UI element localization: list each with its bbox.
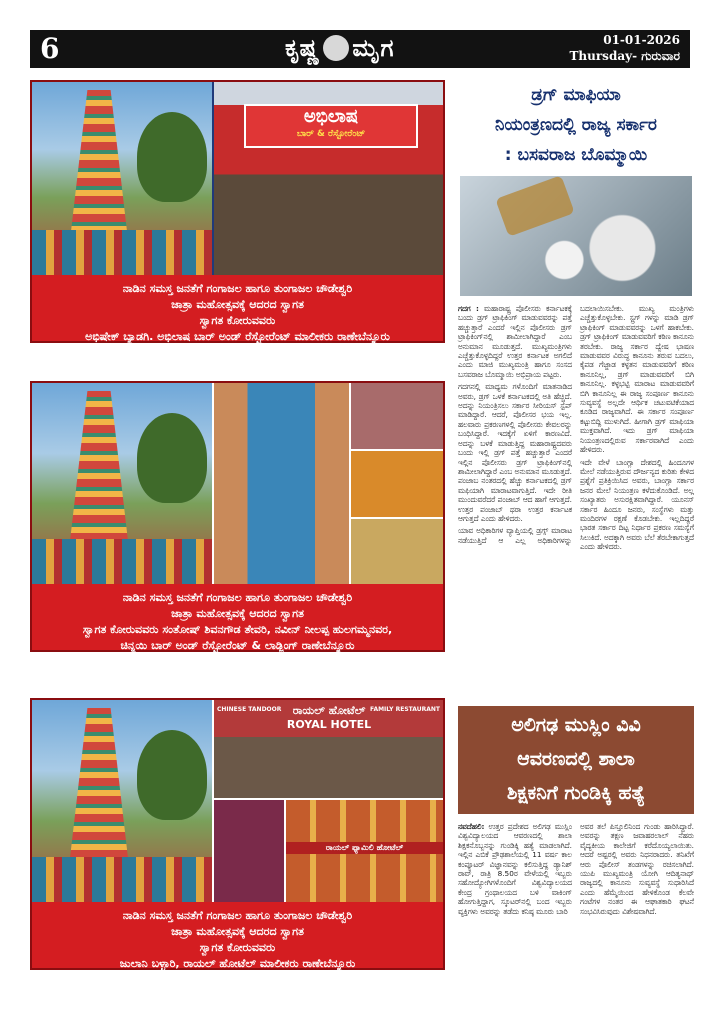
ad-image-row [32, 82, 443, 275]
hotel-sign-en: ROYAL HOTEL [286, 718, 372, 731]
hotel-left-tag: CHINESE TANDOOR [217, 706, 282, 713]
ad-caption [32, 902, 443, 968]
lodge-building-photo [214, 383, 349, 584]
hotel-sign-kn: ರಾಯಲ್ ಹೋಟೆಲ್ [292, 704, 366, 717]
story1-headline [458, 80, 694, 172]
ad-caption [32, 275, 443, 341]
dateline: ಗದಗ : [458, 304, 479, 313]
masthead-right: ಮೃಗ [352, 34, 395, 62]
caption-line: ಜಾತ್ರಾ ಮಹೋತ್ಸವಕ್ಕೆ ಆದರದ ಸ್ವಾಗತ [171, 298, 304, 311]
paragraph: ಗದಗನಲ್ಲಿ ಮಾಧ್ಯಮ ಗಳೊಂದಿಗೆ ಮಾತನಾಡಿದ ಅವರು, ಡ್ರಗ್ ಒಳಕೆ ಕರ್ನಾಟಕದಲ್ಲಿ ಅತಿ ಹೆಚ್ಚಿದೆ. ಅದನ್ನು ನಿಯಂತ್ರಿಸಲು ಸರ್ಕಾರ ಸೀರಿಯಸ್ ಸ್ಟೆಪ್ ಮಾಡಿದ್ದಾರೆ. ಆದರೆ, ಪೊಲೀಸರ ಭಯ ಇಲ್ಲ. ಹಲವಾರು ಪ್ರಕರಣಗಳಲ್ಲಿ ಪೊಲೀಸರು ಕೇವಲರನ್ನು ಬಂಧಿಸಿದ್ದಾರೆ. ಇದಕ್ಕೆಗೆ ಏಳಿಗೆ ಕಾರಣವಿದೆ. ಅದನ್ನು ಬಳಕೆ ಮಾಡುತ್ತಿದ್ದ ಮಹಾರಾಷ್ಟ್ರದವರು ಬಂದು ಇಲ್ಲಿ ಡ್ರಗ್ ಪತ್ತೆ ಹಚ್ಚುತ್ತಾರೆ ಎಂದರೆ ಇಲ್ಲಿನ ಪೊಲೀಸರು ಡ್ರಗ್ ಟ್ರಾಫಿಕಿಂಗ್‌ನಲ್ಲಿ ಶಾಮೀಲಾಗಿದ್ದಾರೆ ಎಂಬ ಅನುಮಾನ ಮೂಡುತ್ತದೆ. ಪಂಜಾಬ ನಂತರದಲ್ಲಿ ಹೆಚ್ಚು ಕರ್ನಾಟಕದಲ್ಲಿ ಡ್ರಗ್ ಮಫಿಯಾಗಿ ಮಾರಾಟವಾಗುತ್ತಿದೆ. ಇದೇ ರೀತಿ ಮುಂದುವರೆದರೆ ಪಂಜಾಬ್ ಆದ ಹಾಗೆ ಆಗುತ್ತದೆ. ಉತ್ತರ ಪಂಜಾಬ್ ಥರಾ ಉತ್ತರ ಕರ್ನಾಟಕ ಆಗುತ್ತದೆ ಎಂದು ಹೇಳಿದರು. [458, 382, 573, 523]
issue-date: 01-01-2026 [603, 33, 680, 47]
pills-photo [460, 176, 692, 296]
signboard-subtitle: ಬಾರ್ & ರೆಸ್ಟೋರೆಂಟ್ [296, 129, 366, 139]
headline-line: : ಬಸವರಾಜ ಬೊಮ್ಮಾಯಿ [504, 145, 648, 165]
bar-photo [214, 82, 443, 275]
caption-line: ಸ್ವಾಗತ ಕೋರುವವರು [199, 314, 276, 327]
caption-line: ಜಾತ್ರಾ ಮಹೋತ್ಸವಕ್ಕೆ ಆದರದ ಸ್ವಾಗತ [171, 607, 304, 620]
paragraph: ಇದೇ ವೇಳೆ ಬಾಂಗ್ಲಾ ದೇಶದಲ್ಲಿ ಹಿಂದೂಗಳ ಮೇಲೆ ನಡೆಯುತ್ತಿರುವ ದೌರ್ಜನ್ಯದ ಕುರಿತು ಕೇಳಿದ ಪ್ರಶ್ನೆಗೆ ಪ್ರತಿಕ್ರಿಯಿಸಿದ ಅವರು, ಬಾಂಗ್ಲಾ ಸರ್ಕಾರ ಜನರ ಮೇಲೆ ನಿಯಂತ್ರಣ ಕಳೆದುಕೊಂಡಿದೆ. ಅಲ್ಲ ಸಂಖ್ಯಾತರು ಅಸುರಕ್ಷಿತವಾಗಿದ್ದಾರೆ. ಯೂನಸ್ ಸರ್ಕಾರ ಹಿಂದೂ ಜನರು, ಸಂಸ್ಥೆಗಳು ಮತ್ತು ಮಂದಿರಗಳ ರಕ್ಷಣೆ ಕೊಡಬೇಕು. ಇಲ್ಲದಿದ್ದರೆ ಭಾರತ ಸರ್ಕಾರ ದಿಟ್ಟ ನಿರ್ಧಾರ ಪ್ರಕರಣ ಸಮಸ್ಯೆಗೆ ಸಿಲುಕಿದೆ. ಅದಕ್ಕಾಗಿ ಅವರು ಬೆಲೆ ತೆರಬೇಕಾಗುತ್ತದೆ ಎಂದು ಹೇಳಿದರು. [580, 457, 694, 552]
ad-caption [32, 584, 443, 650]
caption-line: ಚಿನ್ನಯಿ ಬಾರ್ ಅಂಡ್ ರೆಸ್ಟೋರೆಂಟ್ & ಲಾಡ್ಜಿಂಗ್ ರಾಣೇಬೆನ್ನೂರು [120, 639, 355, 652]
ad-image-row [32, 383, 443, 584]
hotel-signboard [274, 704, 384, 732]
page-header [30, 30, 690, 68]
paragraph: ಮಹಾರಾಷ್ಟ್ರ ಪೊಲೀಸರು ಕರ್ನಾಟಕಕ್ಕೆ ಬಂದು ಡ್ರಗ್ ಟ್ರಾಫಿಕಿಂಗ್ ಮಾಡುವವರನ್ನು ಪತ್ತೆ ಹಚ್ಚುತ್ತಾರೆ ಎಂದರೆ ಇಲ್ಲಿನ ಪೊಲೀಸರು ಡ್ರಗ್ ಟ್ರಾಫಿಕಿಂಗ್‌ನಲ್ಲಿ ಶಾಮೀಲಾಗಿದ್ದಾರೆ ಎಂಬ ಅನುಮಾನ ಮೂಡುತ್ತದೆ. ಮುಖ್ಯಮಂತ್ರಿಗಳು ಎಚ್ಚೆತ್ತುಕೊಳ್ಳದಿದ್ದರೆ ಉತ್ತರ ಕರ್ನಾಟಕ ಅಗಲಿದೆ ಎಂದು ಮಾಜಿ ಮುಖ್ಯಮಂತ್ರಿ ಹಾಗೂ ಸಂಸದ ಬಸವರಾಜ ಬೊಮ್ಮಾಯಿ ಅಭಿಪ್ರಾಯ ಪಟ್ಟರು. [458, 304, 572, 379]
ad-image-row [32, 700, 443, 902]
room-photo-1 [351, 383, 443, 449]
food-board-title: ರಾಯಲ್ ಫ್ಯಾಮಿಲಿ ಹೋಟೆಲ್ [286, 842, 443, 854]
ad-chinnayi [30, 381, 445, 652]
hotel-right-tag: FAMILY RESTAURANT [370, 706, 440, 713]
story2-body [458, 822, 694, 1014]
deer-logo-icon [323, 35, 349, 61]
room-photo-2 [351, 451, 443, 517]
story1-body [458, 304, 694, 698]
room-photo-3 [351, 519, 443, 584]
caption-line: ಸ್ವಾಗತ ಕೋರುವವರು ಸಂತೋಷ್ ಶಿವನಗೌಡ ತೇವರಿ, ನವೀನ್ ನೀಲಪ್ಪ ಹುಲಗಮ್ಮನವರ, [82, 623, 393, 636]
headline-line: ಡ್ರಗ್ ಮಾಫಿಯಾ [531, 85, 621, 105]
headline-line: ಅಲಿಗಢ ಮುಸ್ಲಿಂ ವಿವಿ [511, 714, 641, 736]
hotel-front-photo [214, 700, 443, 798]
food-board-photo [286, 800, 443, 902]
issue-weekday: Thursday- ಗುರುವಾರ [569, 49, 680, 63]
headline-line: ಆವರಣದಲ್ಲಿ ಶಾಲಾ [517, 748, 635, 770]
temple-photo [32, 383, 212, 584]
ad-royal-hotel [30, 698, 445, 970]
caption-line: ನಾಡಿನ ಸಮಸ್ತ ಜನತೆಗೆ ಗಂಗಾಜಲ ಹಾಗೂ ತುಂಗಾಜಲ ಚೌಡೇಶ್ವರಿ [122, 591, 353, 604]
story2-headline [458, 706, 694, 814]
caption-line: ನಾಡಿನ ಸಮಸ್ತ ಜನತೆಗೆ ಗಂಗಾಜಲ ಹಾಗೂ ತುಂಗಾಜಲ ಚೌಡೇಶ್ವರಿ [122, 909, 353, 922]
dateline: ನವದೆಹಲಿ: [458, 822, 485, 831]
signboard [244, 104, 418, 148]
masthead-left: ಕೃಷ್ಣ [285, 34, 321, 62]
caption-line: ಸ್ವಾಗತ ಕೋರುವವರು [199, 941, 276, 954]
paragraph: ಉತ್ತರ ಪ್ರದೇಶದ ಅಲಿಗಢ ಮುಸ್ಲಿಂ ವಿಶ್ವವಿದ್ಯಾಲಯದ ಆವರಣದಲ್ಲಿ ಶಾಲಾ ಶಿಕ್ಷಕನೊಬ್ಬನನ್ನು ಗುಂಡಿಕ್ಕಿ ಹತ್ಯೆ ಮಾಡಲಾಗಿದೆ. ಇಲ್ಲಿನ ಎಬಿಕೆ ಪ್ರೌಢಶಾಲೆಯಲ್ಲಿ 11 ವರ್ಷ ಕಾಲ ಕಂಪ್ಯೂಟರ್ ವಿಜ್ಞಾನವನ್ನು ಕಲಿಸುತ್ತಿದ್ದ ಡ್ಯಾನಿಶ್ ರಾವ್, ರಾತ್ರಿ 8.50ರ ವೇಳೆಯಲ್ಲಿ ಇಬ್ಬರು ಸಹೋದ್ಯೋಗಿಗಳೊಂದಿಗೆ ವಿಶ್ವವಿದ್ಯಾಲಯದ ಕೇಂದ್ರ ಗ್ರಂಥಾಲಯದ ಬಳಿ ವಾಕಿಂಗ್ ಹೋಗುತ್ತಿದ್ದಾಗ, ಸ್ಕೂಟರ್‌ನಲ್ಲಿ ಬಂದ ಇಬ್ಬರು ವ್ಯಕ್ತಿಗಳು ಅವರನ್ನು ತಡೆದು ಕನಿಷ್ಠ ಮೂರು ಬಾರಿ [458, 822, 572, 916]
temple-photo [32, 82, 212, 275]
menu-card-photo [214, 800, 284, 902]
headline-line: ಶಿಕ್ಷಕನಿಗೆ ಗುಂಡಿಕ್ಕಿ ಹತ್ಯೆ [506, 782, 646, 804]
page-number: 6 [40, 32, 60, 65]
headline-line: ನಿಯಂತ್ರಣದಲ್ಲಿ ರಾಜ್ಯ ಸರ್ಕಾರ [495, 115, 657, 135]
caption-line: ನಾಡಿನ ಸಮಸ್ತ ಜನತೆಗೆ ಗಂಗಾಜಲ ಹಾಗೂ ತುಂಗಾಜಲ ಚೌಡೇಶ್ವರಿ [122, 282, 353, 295]
temple-photo [32, 700, 212, 902]
caption-line: ಜುಲಾನಿ ಬಳ್ಳಾರಿ, ರಾಯಲ್ ಹೋಟೆಲ್ ಮಾಲೀಕರು ರಾಣೇಬೆನ್ನೂರು [119, 957, 356, 970]
masthead [285, 34, 394, 62]
paragraph: ಅವರ ತಲೆ ಪಿಸ್ತೂಲಿನಿಂದ ಗುಂಡು ಹಾರಿಸಿದ್ದಾರೆ. ಅವರನ್ನು ತಕ್ಷಣ ಜವಾಹರಲಾಲ್ ನೆಹರು ವೈದ್ಯಕೀಯ ಕಾಲೇಜಿಗೆ ಕರೆದೊಯ್ಯಲಾಯಿತು. ಆದರೆ ಅಷ್ಟರಲ್ಲಿ ಅವರು ನಿಧನರಾದರು. ತನಿಖೆಗೆ ಆರು ಪೊಲೀಸ್ ತಂಡಗಳನ್ನು ರಚಿಸಲಾಗಿದೆ. ಯುಪಿ ಮುಖ್ಯಮಂತ್ರಿ ಯೋಗಿ ಆದಿತ್ಯನಾಥ್ ರಾಜ್ಯದಲ್ಲಿ ಕಾನೂನು ಸುವ್ಯವಸ್ಥೆ ಸುಧಾರಿಸಿದೆ ಎಂದು ಹೆಮ್ಮೆಯಿಂದ ಹೇಳಿಕೊಂಡ ಕೆಲವೇ ಗಂಟೆಗಳ ನಂತರ ಈ ಆಘಾತಕಾರಿ ಘಟನೆ ಸಂಭವಿಸಿರುವುದು ವಿಶೇಷವಾಗಿದೆ. [580, 822, 694, 916]
ad-abhilasha [30, 80, 445, 343]
date-block [569, 32, 680, 64]
caption-line: ಅಭಿಷೇಕ್ ಬ್ಯಾಡಗಿ. ಅಭಿಲಾಷ ಬಾರ್ ಅಂಡ್ ರೆಸ್ಟೋರೆಂಟ್ ಮಾಲೀಕರು ರಾಣೇಬೆನ್ನೂರು [85, 330, 390, 343]
caption-line: ಜಾತ್ರಾ ಮಹೋತ್ಸವಕ್ಕೆ ಆದರದ ಸ್ವಾಗತ [171, 925, 304, 938]
paragraph: ಯಾವ ಅಧಿಕಾರಿಗಳ ವ್ಯಾಪ್ತಿಯಲ್ಲಿ ಡ್ರಗ್ಸ್ ಮಾರಾಟ ನಡೆಯುತ್ತಿದೆ ಆ ಎಲ್ಲ ಅಧಿಕಾರಿಗಳನ್ನು ಬದಲಾಯಿಸಬೇಕು. ಮುಖ್ಯ ಮಂತ್ರಿಗಳು ಎಚ್ಚೆತ್ತುಕೊಳ್ಳಬೇಕು. ಸ್ಟ್ರಗ್ ಗಳನ್ನು ಮಾಡಿ ಡ್ರಗ್ ಟ್ರಾಫಿಕಿಂಗ್ ಮಾಡುವವರನ್ನು ಒಳಗೆ ಹಾಕಬೇಕು. ಡ್ರಗ್ ಟ್ರಾಫಿಕಿಂಗ್ ಮಾಡುವವರಿಗೆ ಕಠಿಣ ಕಾನೂನು ತರಬೇಕು. ರಾಜ್ಯ ಸರ್ಕಾರ ದ್ವೇಷ ಭಾಷಣ ಮಾಡುವವರ ವಿರುದ್ಧ ಕಾನೂನು ತರುವ ಬದಲು, ಕೈಪಡ ಗೆಜ್ಜಾಡ ಕಳ್ಳತನ ಮಾಡುವವರಿಗೆ ಕಠಿಣ ಕಾನೂನಿಲ್ಲ, ಡ್ರಗ್ ಮಾಡುವವರಿಗೆ ಬಿಗಿ ಕಾನೂನಿಲ್ಲ. ಕಳ್ಳಭಟ್ಟಿ ಮಾರಾಟ ಮಾಡುವವರಿಗೆ ಬಿಗಿ ಕಾನೂನಿಲ್ಲ ಈ ರಾಜ್ಯ ಸಂಪೂರ್ಣ ಕಾನೂನು ಸುವ್ಯವಸ್ಥೆ ಅಲ್ಲದೇ ಆರ್ಥಿಕ ಚಟುವಟಿಕೆಯಾದ ಕೂಡಿದ ರಾಜ್ಯವಾಗಿದೆ. ಈ ಸರ್ಕಾರ ಸಂಪೂರ್ಣ ಕಟ್ಟುಬಿದ್ದಿ ಮುಳುಗಿದೆ. ಹೀಗಾಗಿ ಡ್ರಗ್ ಮಾಫಿಯಾ ಮುಕ್ತವಾಗಿದೆ. ಇದು ಡ್ರಗ್ ಮಾಫಿಯಾ ನಿಯಂತ್ರಣದಲ್ಲಿರುವ ಸರ್ಕಾರವಾಗಿದೆ ಎಂದು ಹೇಳಿದರು. [458, 304, 694, 545]
signboard-title: ಅಭಿಲಾಷ [303, 106, 359, 127]
